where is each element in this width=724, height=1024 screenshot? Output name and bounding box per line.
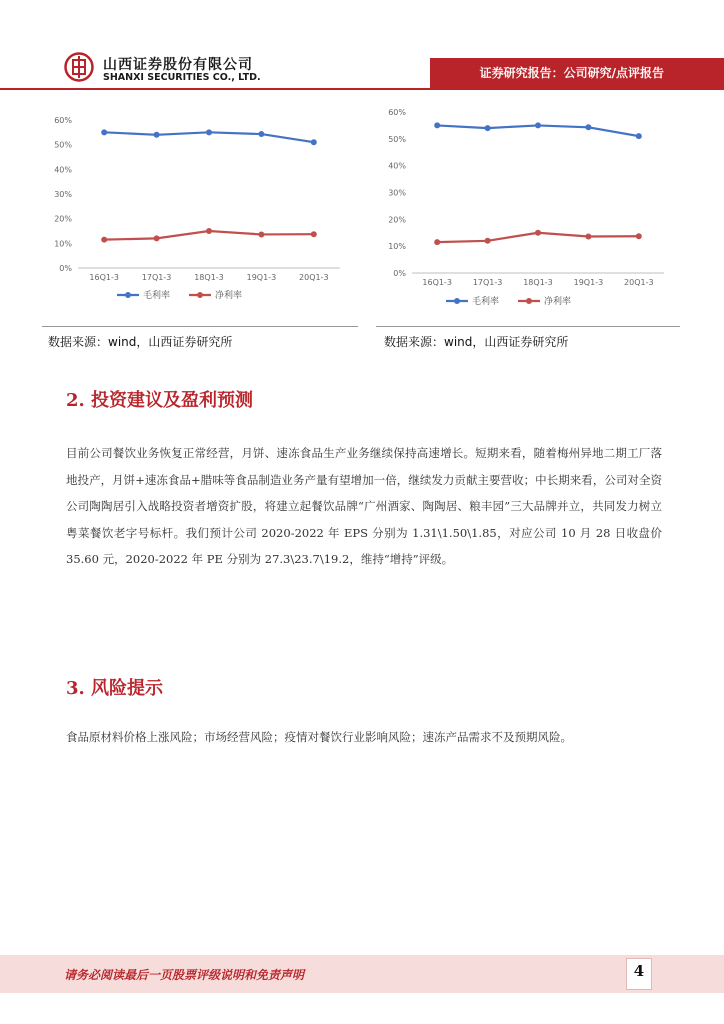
data-point xyxy=(258,131,264,137)
x-tick-label: 20Q1-3 xyxy=(624,278,654,287)
y-tick-label: 20% xyxy=(388,215,406,225)
y-tick-label: 60% xyxy=(388,108,406,117)
x-tick-label: 19Q1-3 xyxy=(246,273,277,282)
legend-label: 毛利率 xyxy=(143,291,171,301)
data-point xyxy=(311,231,317,237)
data-point xyxy=(636,233,642,239)
data-point xyxy=(434,239,440,245)
y-tick-label: 10% xyxy=(54,239,72,249)
data-point xyxy=(101,237,107,243)
source-note-right: 数据来源：wind，山西证券研究所 xyxy=(384,335,569,349)
company-name-cn: 山西证券股份有限公司 xyxy=(103,57,253,73)
legend-swatch-marker xyxy=(454,298,460,304)
x-tick-label: 19Q1-3 xyxy=(573,278,604,287)
section-2-title: 2. 投资建议及盈利预测 xyxy=(66,390,254,411)
data-point xyxy=(206,129,212,135)
legend-swatch-marker xyxy=(526,298,532,304)
y-tick-label: 0% xyxy=(59,264,72,273)
data-point xyxy=(585,124,591,130)
x-tick-label: 16Q1-3 xyxy=(89,273,119,282)
chart-frame-divider-right xyxy=(376,326,680,327)
data-point xyxy=(206,228,212,234)
data-point xyxy=(258,231,264,237)
y-tick-label: 60% xyxy=(54,116,72,125)
chart-frame-divider-left xyxy=(42,326,358,327)
y-tick-label: 50% xyxy=(54,140,72,150)
data-point xyxy=(101,129,107,135)
legend-swatch-marker xyxy=(125,292,131,298)
data-point xyxy=(585,234,591,240)
source-note-left: 数据来源：wind，山西证券研究所 xyxy=(48,335,233,349)
y-tick-label: 30% xyxy=(54,190,72,199)
legend-label: 净利率 xyxy=(544,297,572,307)
legend-label: 毛利率 xyxy=(472,297,500,307)
header-divider xyxy=(0,88,724,90)
margin-chart-right-svg xyxy=(384,102,674,318)
y-tick-label: 10% xyxy=(388,242,406,252)
x-tick-label: 20Q1-3 xyxy=(299,273,329,282)
page-header xyxy=(0,0,724,90)
data-point xyxy=(485,238,491,244)
page-number: 4 xyxy=(633,962,645,980)
x-tick-label: 17Q1-3 xyxy=(141,273,172,282)
margin-chart-left-svg xyxy=(50,108,350,318)
x-tick-label: 18Q1-3 xyxy=(523,278,553,287)
legend-swatch-marker xyxy=(197,292,203,298)
report-type: 证券研究报告：公司研究/点评报告 xyxy=(479,66,664,80)
y-tick-label: 0% xyxy=(393,269,406,278)
x-tick-label: 18Q1-3 xyxy=(194,273,224,282)
data-point xyxy=(535,230,541,236)
margin-chart-right xyxy=(384,102,674,318)
legend-label: 净利率 xyxy=(215,291,243,301)
section-3-title: 3. 风险提示 xyxy=(66,678,164,699)
data-point xyxy=(154,132,160,138)
section-3-body: 食品原材料价格上涨风险；市场经营风险；疫情对餐饮行业影响风险；速冻产品需求不及预期风险。 xyxy=(66,730,572,744)
data-point xyxy=(485,125,491,131)
y-tick-label: 20% xyxy=(54,214,72,224)
data-point xyxy=(154,235,160,241)
company-name-en: SHANXI SECURITIES CO., LTD. xyxy=(103,72,261,83)
y-tick-label: 50% xyxy=(388,134,406,144)
section-2-body: 目前公司餐饮业务恢复正常经营，月饼、速冻食品生产业务继续保持高速增长。短期来看，随着梅州异地二期工厂落地投产，月饼+速冻食品+腊味等食品制造业务产量有望增加一倍，继续发力贡献主要营收；中长期来看，公司对全资公司陶陶居引入战略投资者增资扩股，将建立起餐饮品牌“广州酒家、陶陶居、粮丰园”三大品牌并立，共同发力树立粤菜餐饮老字号标杆。我们预计公司 2020-2022 年 EPS 分别为 1.31\1.50\1.85，对应公司 10 月 28 日收盘价 35.60 元，2020-2022 年 PE 分别为 27.3\23.7\19.2，维持“增持”评级。 xyxy=(66,446,662,566)
margin-chart-left xyxy=(50,108,350,318)
y-tick-label: 40% xyxy=(388,161,406,171)
y-tick-label: 40% xyxy=(54,165,72,175)
company-logo-icon xyxy=(64,52,94,82)
x-tick-label: 17Q1-3 xyxy=(472,278,503,287)
data-point xyxy=(434,122,440,128)
footer-disclaimer: 请务必阅读最后一页股票评级说明和免责声明 xyxy=(64,968,305,982)
data-point xyxy=(311,139,317,145)
x-tick-label: 16Q1-3 xyxy=(422,278,452,287)
y-tick-label: 30% xyxy=(388,188,406,198)
data-point xyxy=(535,122,541,128)
data-point xyxy=(636,133,642,139)
